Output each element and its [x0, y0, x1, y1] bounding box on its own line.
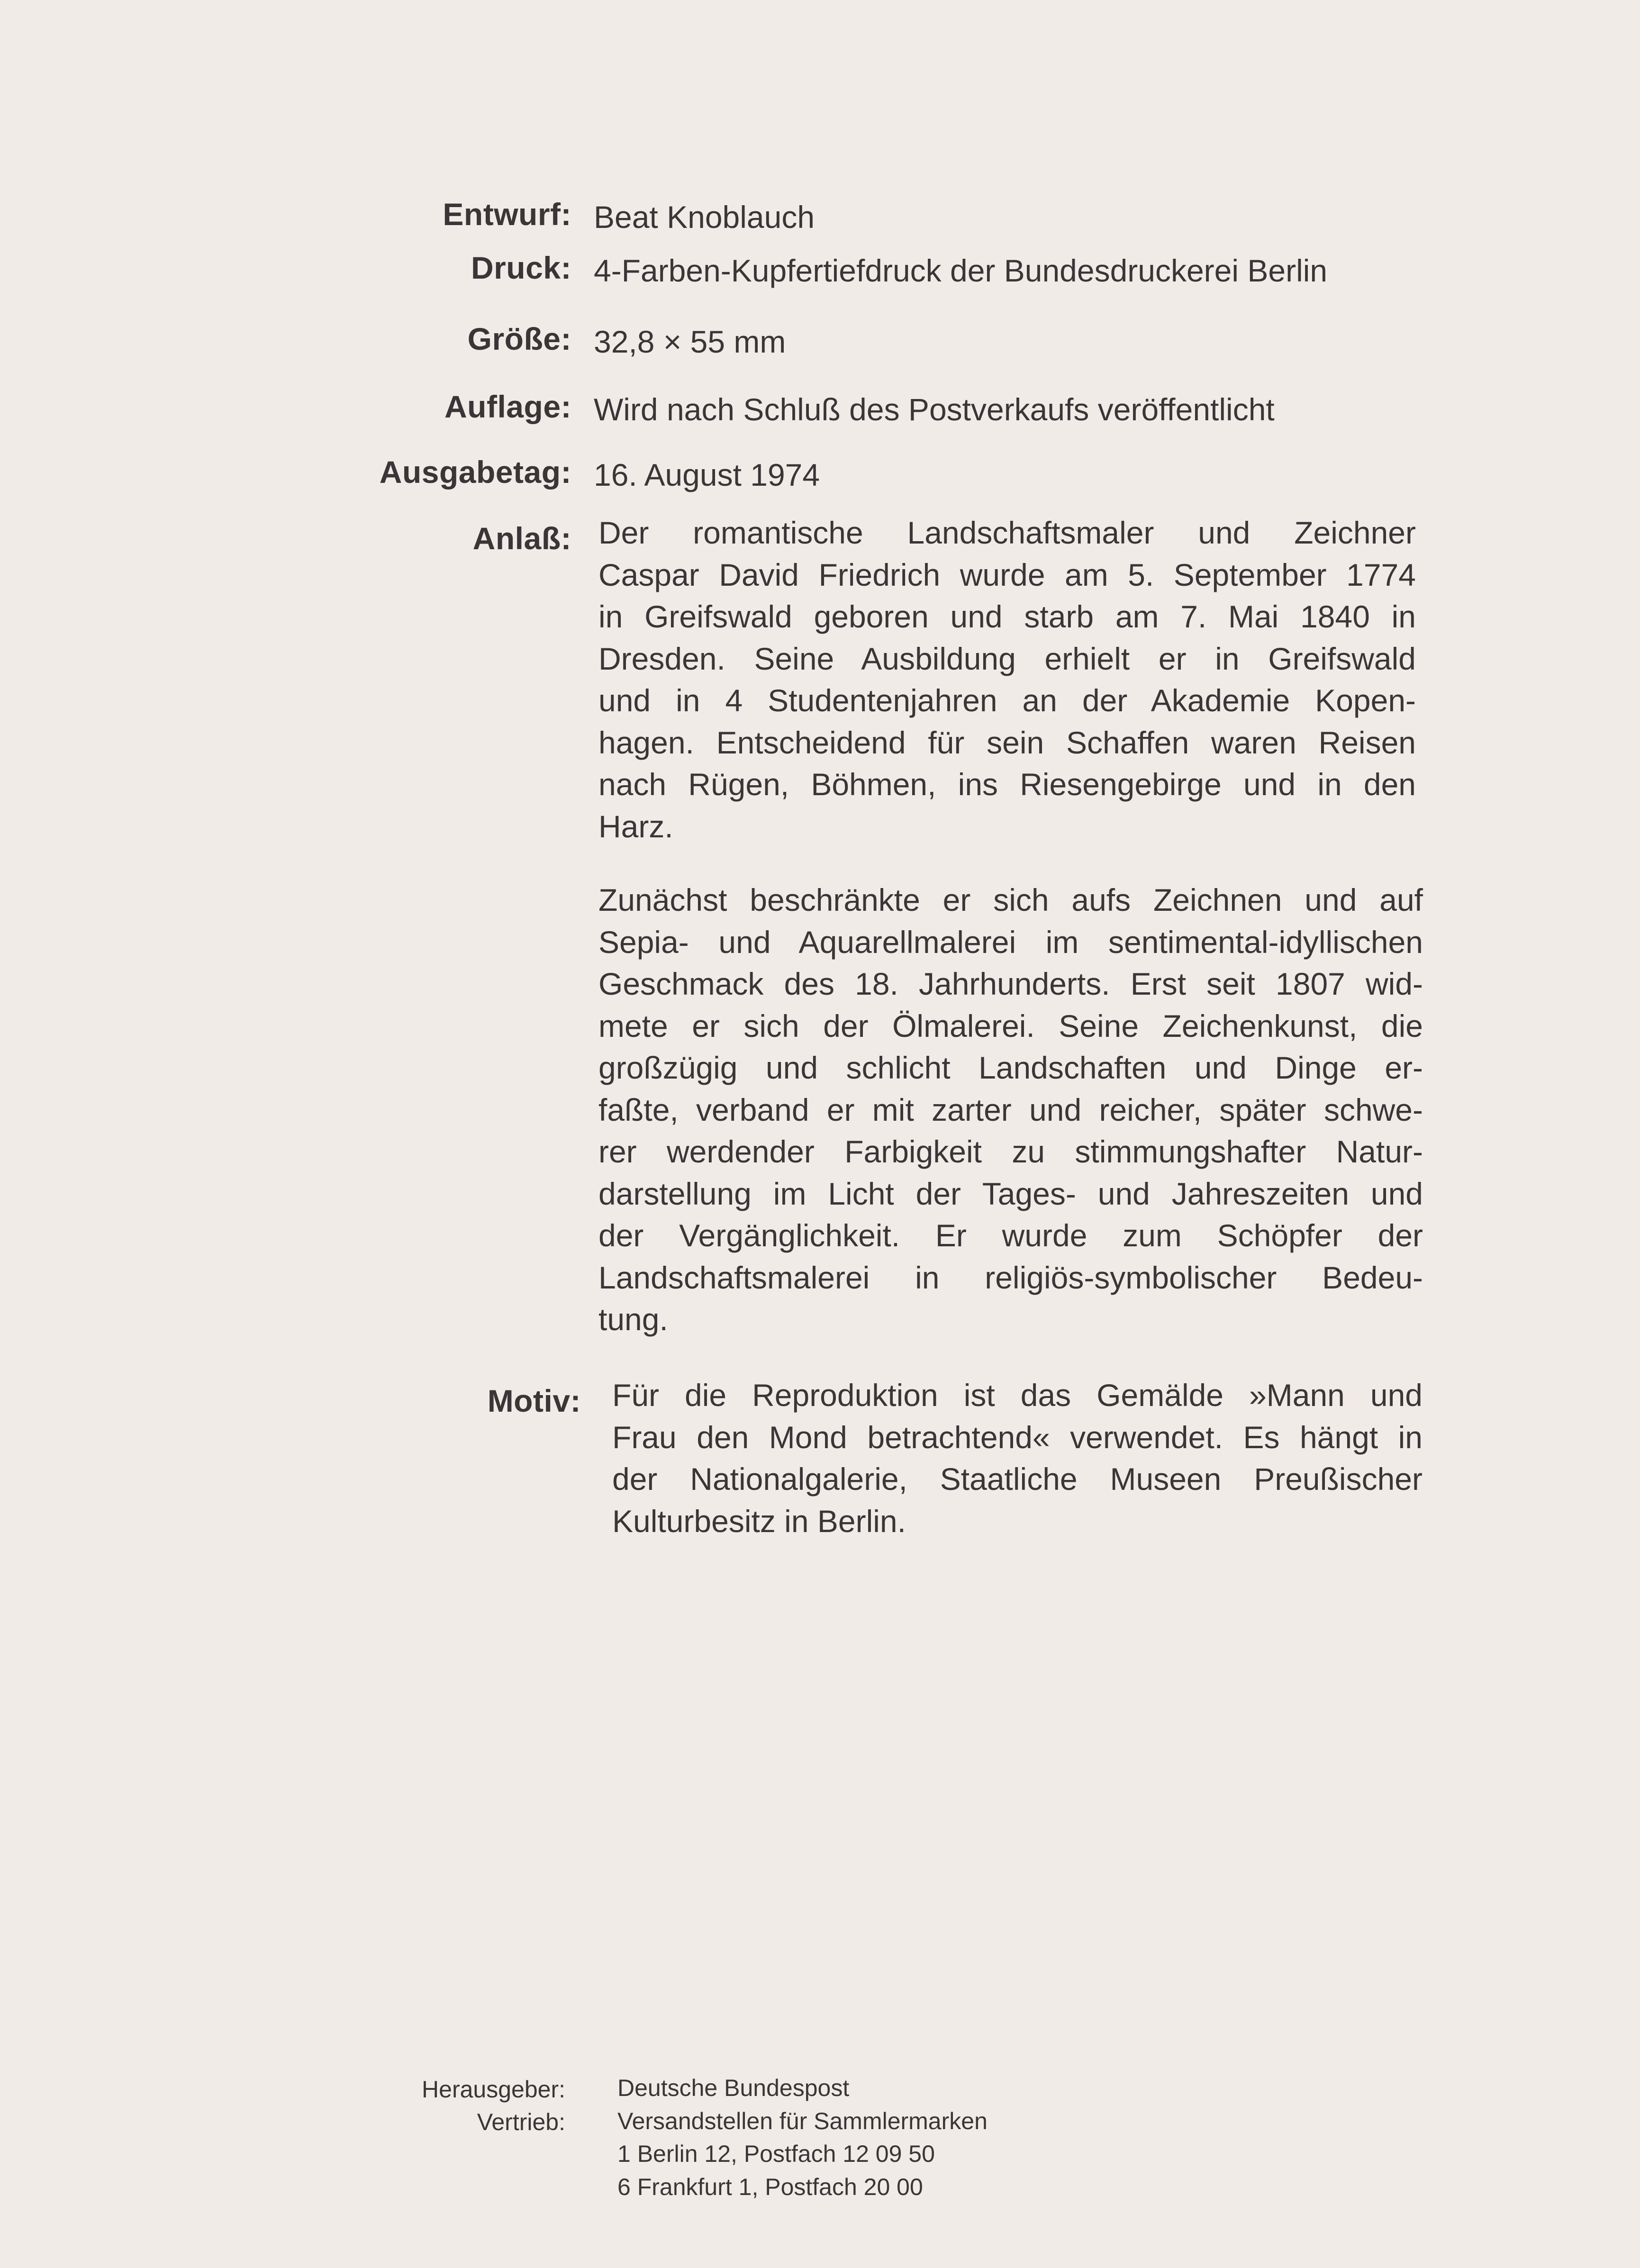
- value-vertrieb-line: Versandstellen für Sammlermarken: [617, 2107, 988, 2134]
- text-line: faßte, verband er mit zarter und reicher, später schwe-: [598, 1092, 1423, 1127]
- text-line: hagen. Entscheidend für sein Schaffen waren Reisen: [598, 725, 1416, 760]
- label-entwurf: Entwurf:: [443, 197, 571, 232]
- text-line: Der romantische Landschaftsmaler und Zeichner: [598, 515, 1416, 550]
- text-line: Sepia- und Aquarellmalerei im sentimental-idyllischen: [598, 924, 1423, 960]
- text-line: Kulturbesitz in Berlin.: [612, 1503, 906, 1539]
- label-auflage: Auflage:: [444, 389, 571, 424]
- value-herausgeber: Deutsche Bundespost: [617, 2075, 850, 2101]
- value-auflage: Wird nach Schluß des Postverkaufs veröffentlicht: [594, 392, 1275, 427]
- value-ausgabetag: 16. August 1974: [594, 457, 820, 492]
- label-motiv: Motiv:: [487, 1383, 581, 1418]
- text-line: tung.: [598, 1302, 668, 1337]
- anlass-paragraph-1: [598, 512, 1416, 847]
- label-ausgabetag: Ausgabetag:: [379, 454, 571, 490]
- label-vertrieb: Vertrieb:: [477, 2109, 565, 2135]
- text-line: Geschmack des 18. Jahrhunderts. Erst seit 1807 wid-: [598, 966, 1423, 1001]
- label-anlass: Anlaß:: [472, 521, 571, 556]
- text-line: großzügig und schlicht Landschaften und Dinge er-: [598, 1050, 1423, 1085]
- text-line: der Nationalgalerie, Staatliche Museen Preußischer: [612, 1461, 1423, 1497]
- text-line: Frau den Mond betrachtend« verwendet. Es hängt in: [612, 1419, 1423, 1455]
- label-druck: Druck:: [471, 250, 571, 285]
- text-line: nach Rügen, Böhmen, ins Riesengebirge und in den: [598, 767, 1416, 802]
- value-vertrieb-line: 1 Berlin 12, Postfach 12 09 50: [617, 2141, 935, 2167]
- text-line: Caspar David Friedrich wurde am 5. September 1774: [598, 557, 1416, 592]
- text-line: mete er sich der Ölmalerei. Seine Zeichenkunst, die: [598, 1008, 1423, 1043]
- text-line: Landschaftsmalerei in religiös-symbolischer Bedeu-: [598, 1260, 1423, 1295]
- value-groesse: 32,8 × 55 mm: [594, 324, 786, 359]
- text-line: rer werdender Farbigkeit zu stimmungshafter Natur-: [598, 1134, 1423, 1169]
- anlass-paragraph-2: [598, 879, 1423, 1341]
- text-line: Für die Reproduktion ist das Gemälde »Mann und: [612, 1378, 1423, 1413]
- text-line: Dresden. Seine Ausbildung erhielt er in Greifswald: [598, 641, 1416, 676]
- motiv-paragraph: [612, 1374, 1423, 1542]
- value-entwurf: Beat Knoblauch: [594, 200, 815, 235]
- text-line: in Greifswald geboren und starb am 7. Mai 1840 in: [598, 599, 1416, 634]
- footer-values: [617, 2072, 988, 2204]
- text-line: Zunächst beschränkte er sich aufs Zeichnen und auf: [598, 882, 1423, 917]
- text-line: und in 4 Studentenjahren an der Akademie Kopen-: [598, 683, 1416, 718]
- text-line: Harz.: [598, 808, 673, 844]
- text-line: darstellung im Licht der Tages- und Jahreszeiten und: [598, 1176, 1423, 1211]
- text-line: der Vergänglichkeit. Er wurde zum Schöpfer der: [598, 1218, 1423, 1253]
- value-druck: 4-Farben-Kupfertiefdruck der Bundesdruckerei Berlin: [594, 253, 1328, 288]
- label-groesse: Größe:: [467, 321, 571, 356]
- label-herausgeber: Herausgeber:: [422, 2076, 565, 2103]
- value-vertrieb-line: 6 Frankfurt 1, Postfach 20 00: [617, 2173, 923, 2200]
